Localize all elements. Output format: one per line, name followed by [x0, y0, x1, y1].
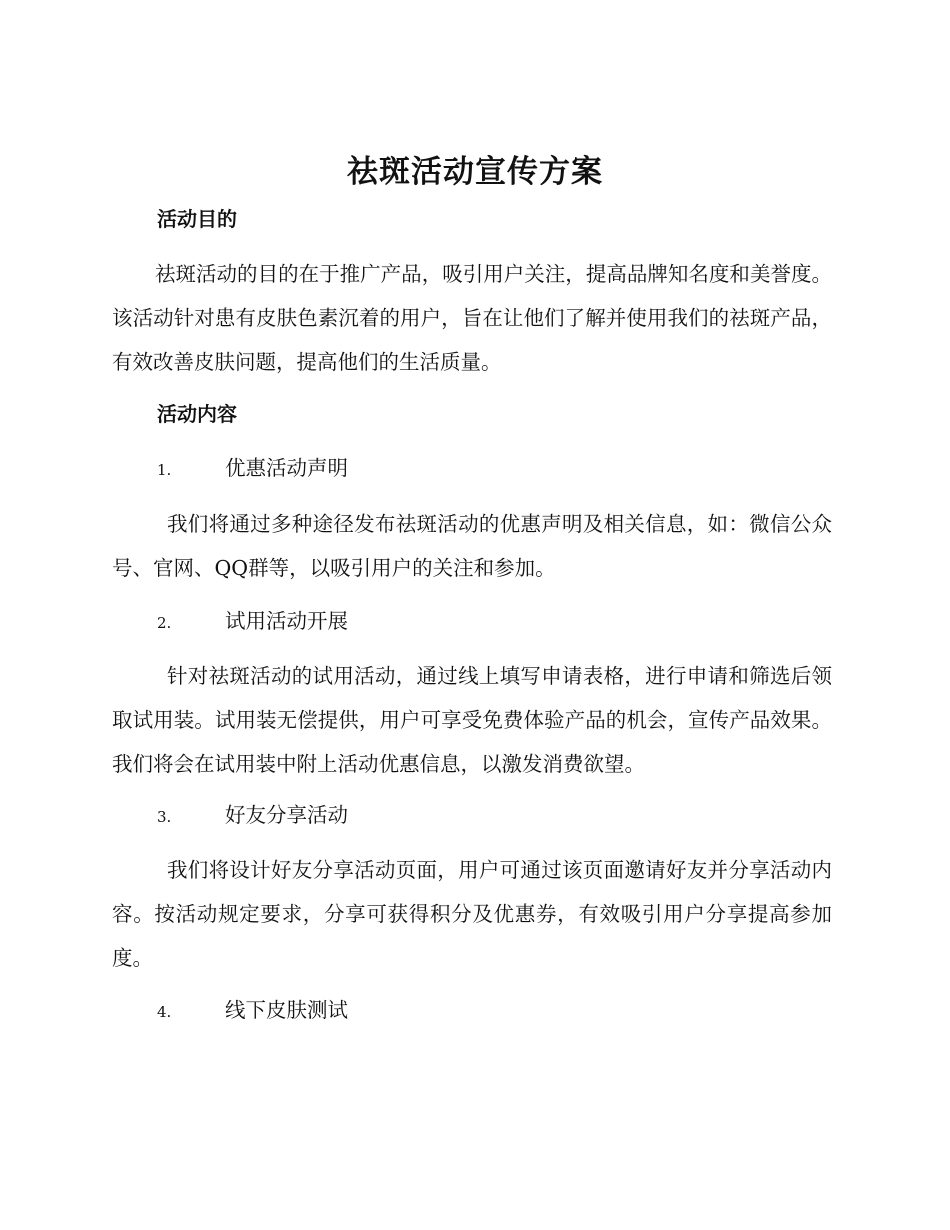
list-item-3: [157, 800, 348, 830]
item-2-paragraph: 针对祛斑活动的试用活动，通过线上填写申请表格，进行申请和筛选后领取试用装。试用装无偿提供，用户可享受免费体验产品的机会，宣传产品效果。我们将会在试用装中附上活动优惠信息，以激发消费欲望。: [112, 664, 832, 776]
list-item-4: [157, 995, 348, 1025]
list-number: 4.: [157, 1003, 172, 1021]
list-number: 1.: [157, 461, 172, 479]
list-item-2: [157, 606, 348, 636]
list-number: 3.: [157, 808, 172, 826]
item-3-paragraph: 我们将设计好友分享活动页面，用户可通过该页面邀请好友并分享活动内容。按活动规定要求，分享可获得积分及优惠券，有效吸引用户分享提高参加度。: [112, 858, 832, 970]
item-1-paragraph: 我们将通过多种途径发布祛斑活动的优惠声明及相关信息，如：微信公众号、官网、QQ群等，以吸引用户的关注和参加。: [112, 512, 832, 580]
document-title: 祛斑活动宣传方案: [347, 154, 603, 190]
list-item-title: 试用活动开展: [225, 609, 348, 633]
list-item-title: 线下皮肤测试: [225, 998, 348, 1022]
list-number: 2.: [157, 614, 172, 632]
list-item-title: 优惠活动声明: [225, 456, 348, 480]
purpose-paragraph: 祛斑活动的目的在于推广产品，吸引用户关注，提高品牌知名度和美誉度。该活动针对患有皮肤色素沉着的用户，旨在让他们了解并使用我们的祛斑产品，有效改善皮肤问题，提高他们的生活质量。: [112, 262, 832, 374]
section-heading-purpose: 活动目的: [157, 207, 237, 231]
list-item-title: 好友分享活动: [225, 803, 348, 827]
list-item-1: [157, 453, 348, 483]
section-heading-content: 活动内容: [157, 402, 237, 426]
